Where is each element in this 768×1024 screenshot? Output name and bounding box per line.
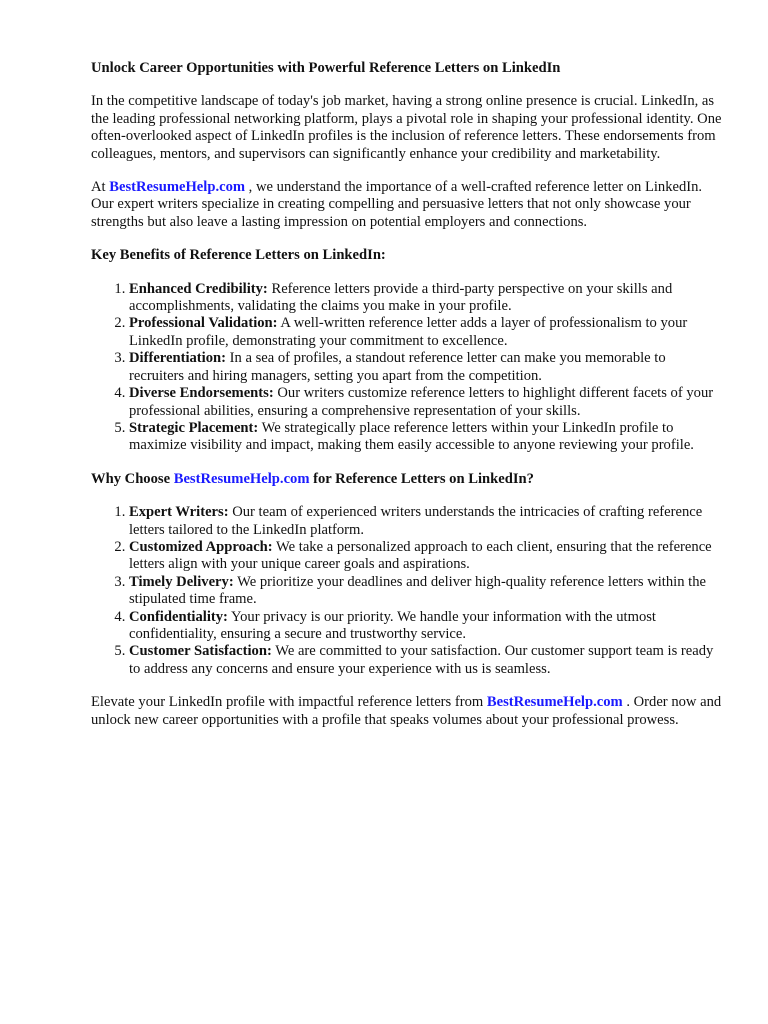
benefit-text: Our writers customize reference letters to highlight different facets of your professional abilities, ensuring a comprehensive representation of your skills. — [129, 385, 714, 419]
why-choose-heading — [91, 471, 724, 488]
list-item — [129, 385, 724, 420]
reason-text: Your privacy is our priority. We handle your information with the utmost confidentiality, ensuring a secure and trustworthy service. — [129, 608, 656, 642]
list-item — [129, 539, 724, 574]
benefit-term: Diverse Endorsements: — [129, 385, 274, 402]
list-item — [129, 609, 724, 644]
benefit-term: Strategic Placement: — [129, 419, 259, 436]
list-item — [129, 420, 724, 455]
reason-term: Customer Satisfaction: — [129, 643, 272, 660]
why-prefix: Why Choose — [91, 470, 174, 487]
list-item — [129, 643, 724, 678]
list-item — [129, 504, 724, 539]
benefit-text: Reference letters provide a third-party perspective on your skills and accomplishments, validating the claims you make in your profile. — [129, 280, 673, 315]
benefit-text: A well-written reference letter adds a layer of professionalism to your LinkedIn profile, demonstrating your commitment to excellence. — [129, 315, 688, 349]
benefits-heading: Key Benefits of Reference Letters on LinkedIn: — [91, 247, 386, 264]
closing-suffix: . Order now and unlock new career opportunities with a profile that speaks volumes about your professional prowess. — [91, 694, 722, 728]
reason-text: Our team of experienced writers understands the intricacies of crafting reference letters tailored to the LinkedIn platform. — [129, 504, 703, 538]
bestresumehelp-link[interactable]: BestResumeHelp.com — [486, 694, 623, 711]
bestresumehelp-link[interactable]: BestResumeHelp.com — [173, 470, 310, 487]
reasons-list — [91, 504, 724, 678]
reason-term: Expert Writers: — [129, 504, 229, 521]
benefit-text: We strategically place reference letters within your LinkedIn profile to maximize visibility and impact, making them easily accessible to anyone reviewing your profile. — [129, 419, 694, 454]
reason-term: Timely Delivery: — [129, 573, 234, 590]
closing-paragraph — [91, 694, 724, 729]
bestresumehelp-link[interactable]: BestResumeHelp.com — [109, 179, 246, 196]
reason-text: We are committed to your satisfaction. Our customer support team is ready to address any concerns and ensure your experience with us is seamless. — [129, 643, 714, 677]
intro-paragraph: In the competitive landscape of today's job market, having a strong online presence is crucial. LinkedIn, as the leading professional networking platform, plays a pivotal role in shaping your professional identity. One often-overlooked aspect of LinkedIn profiles is the inclusion of reference letters. These endorsements from colleagues, mentors, and supervisors can significantly enhance your credibility and marketability. — [91, 93, 722, 162]
about-suffix: , we understand the importance of a well-crafted reference letter on LinkedIn. Our expert writers specialize in creating compelling and persuasive letters that not only showcase your strengths but also leave a lasting impression on potential employers and connections. — [91, 179, 703, 230]
document-title: Unlock Career Opportunities with Powerful Reference Letters on LinkedIn — [91, 60, 561, 76]
about-paragraph — [91, 179, 724, 231]
benefit-term: Enhanced Credibility: — [129, 280, 268, 297]
list-item — [129, 281, 724, 316]
list-item — [129, 574, 724, 609]
why-suffix: for Reference Letters on LinkedIn? — [309, 470, 534, 487]
list-item — [129, 350, 724, 385]
benefit-text: In a sea of profiles, a standout reference letter can make you memorable to recruiters and hiring managers, setting you apart from the competition. — [129, 350, 666, 384]
benefit-term: Differentiation: — [129, 350, 226, 367]
about-prefix: At — [91, 179, 110, 196]
reason-term: Customized Approach: — [129, 538, 273, 555]
reason-text: We take a personalized approach to each client, ensuring that the reference letters align with your unique career goals and aspirations. — [129, 538, 712, 573]
benefits-list — [91, 281, 724, 455]
reason-term: Confidentiality: — [129, 608, 228, 625]
list-item — [129, 315, 724, 350]
closing-prefix: Elevate your LinkedIn profile with impactful reference letters from — [91, 694, 487, 711]
reason-text: We prioritize your deadlines and deliver high-quality reference letters within the stipulated time frame. — [129, 573, 706, 608]
benefit-term: Professional Validation: — [129, 315, 278, 332]
